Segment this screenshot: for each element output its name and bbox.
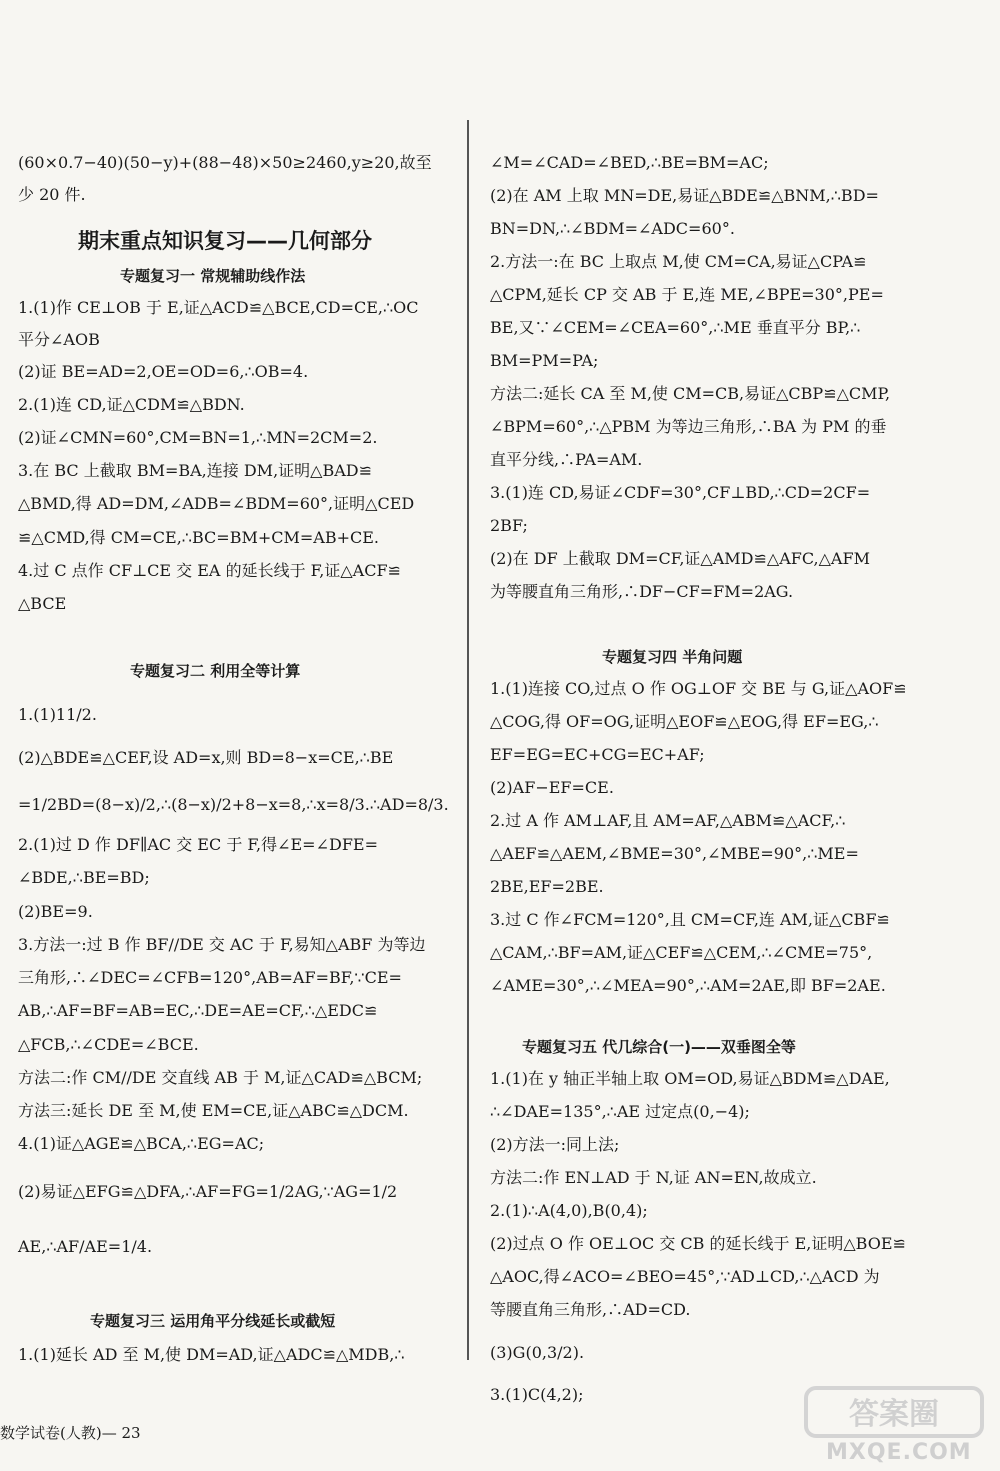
- text-line: (2)证 BE=AD=2,OE=OD=6,∴OB=4.: [18, 362, 309, 381]
- text-line: (2)AF−EF=CE.: [490, 778, 614, 797]
- text-line: (60×0.7−40)(50−y)+(88−48)×50≥2460,y≥20,故至: [18, 153, 432, 172]
- text-line: 2.方法一:在 BC 上取点 M,使 CM=CA,易证△CPA≌: [490, 252, 867, 271]
- text-line: △BCE: [18, 594, 67, 613]
- section-title: 专题复习五 代几综合(一)——双垂图全等: [522, 1038, 796, 1056]
- text-line: △CAM,∴BF=AM,证△CEF≌△CEM,∴∠CME=75°,: [490, 943, 873, 962]
- text-line: (2)在 AM 上取 MN=DE,易证△BDE≌△BNM,∴BD=: [490, 186, 879, 205]
- text-line: AB,∴AF=BF=AB=EC,∴DE=AE=CF,∴△EDC≌: [18, 1001, 378, 1020]
- text-line: ∠BPM=60°,∴△PBM 为等边三角形,∴BA 为 PM 的垂: [490, 417, 887, 436]
- text-line: 2.(1)过 D 作 DF∥AC 交 EC 于 F,得∠E=∠DFE=: [18, 835, 379, 854]
- text-line: 等腰直角三角形,∴AD=CD.: [490, 1300, 691, 1319]
- section-title: 专题复习三 运用角平分线延长或截短: [90, 1312, 336, 1330]
- text-line: (2)证∠CMN=60°,CM=BN=1,∴MN=2CM=2.: [18, 428, 378, 447]
- text-line: 1.(1)11/2.: [18, 705, 97, 724]
- text-line: ≌△CMD,得 CM=CE,∴BC=BM+CM=AB+CE.: [18, 528, 379, 547]
- text-line: 1.(1)连接 CO,过点 O 作 OG⊥OF 交 BE 与 G,证△AOF≌: [490, 679, 907, 698]
- text-line: (2)BE=9.: [18, 902, 93, 921]
- text-line: (2)△BDE≌△CEF,设 AD=x,则 BD=8−x=CE,∴BE: [18, 748, 394, 767]
- text-line: (3)G(0,3/2).: [490, 1343, 585, 1362]
- section-title: 专题复习四 半角问题: [602, 648, 743, 666]
- section-title: 专题复习二 利用全等计算: [130, 662, 301, 680]
- text-line: 3.在 BC 上截取 BM=BA,连接 DM,证明△BAD≌: [18, 461, 373, 480]
- text-line: ∠M=∠CAD=∠BED,∴BE=BM=AC;: [490, 153, 769, 172]
- text-line: 为等腰直角三角形,∴DF−CF=FM=2AG.: [490, 582, 794, 601]
- text-line: 1.(1)在 y 轴正半轴上取 OM=OD,易证△BDM≌△DAE,: [490, 1069, 890, 1088]
- text-line: BE,又∵∠CEM=∠CEA=60°,∴ME 垂直平分 BP,∴: [490, 318, 861, 337]
- page-footer: 数学试卷(人教)— 23: [0, 1424, 141, 1442]
- column-divider: [467, 120, 469, 1360]
- text-line: 2.(1)∴A(4,0),B(0,4);: [490, 1201, 648, 1220]
- text-line: (2)过点 O 作 OE⊥OC 交 CB 的延长线于 E,证明△BOE≌: [490, 1234, 906, 1253]
- text-line: ∠AME=30°,∴∠MEA=90°,∴AM=2AE,即 BF=2AE.: [490, 976, 886, 995]
- text-line: 1.(1)作 CE⊥OB 于 E,证△ACD≌△BCE,CD=CE,∴OC: [18, 298, 419, 317]
- text-line: △COG,得 OF=OG,证明△EOF≌△EOG,得 EF=EG,∴: [490, 712, 879, 731]
- text-line: △BMD,得 AD=DM,∠ADB=∠BDM=60°,证明△CED: [18, 494, 415, 513]
- text-line: (2)易证△EFG≌△DFA,∴AF=FG=1/2AG,∵AG=1/2: [18, 1182, 398, 1201]
- text-line: (2)方法一:同上法;: [490, 1135, 620, 1154]
- text-line: ∴∠DAE=135°,∴AE 过定点(0,−4);: [490, 1102, 750, 1121]
- text-line: 2.过 A 作 AM⊥AF,且 AM=AF,△ABM≌△ACF,∴: [490, 811, 846, 830]
- text-line: 方法二:作 CM//DE 交直线 AB 于 M,证△CAD≌△BCM;: [18, 1068, 423, 1087]
- text-line: 4.(1)证△AGE≌△BCA,∴EG=AC;: [18, 1134, 265, 1153]
- text-line: 直平分线,∴PA=AM.: [490, 450, 643, 469]
- text-line: 3.(1)C(4,2);: [490, 1385, 584, 1404]
- watermark-logo-text: 答案圈: [849, 1397, 939, 1432]
- text-line: BM=PM=PA;: [490, 351, 599, 370]
- text-line: △FCB,∴∠CDE=∠BCE.: [18, 1035, 199, 1054]
- text-line: 1.(1)延长 AD 至 M,使 DM=AD,证△ADC≌△MDB,∴: [18, 1345, 405, 1364]
- text-line: 3.方法一:过 B 作 BF//DE 交 AC 于 F,易知△ABF 为等边: [18, 935, 426, 954]
- text-line: 三角形,∴∠DEC=∠CFB=120°,AB=AF=BF,∵CE=: [18, 968, 402, 987]
- text-line: △AEF≌△AEM,∠BME=30°,∠MBE=90°,∴ME=: [490, 844, 859, 863]
- text-line: 平分∠AOB: [18, 330, 100, 349]
- text-line: △AOC,得∠ACO=∠BEO=45°,∵AD⊥CD,∴△ACD 为: [490, 1267, 880, 1286]
- text-line: 方法二:作 EN⊥AD 于 N,证 AN=EN,故成立.: [490, 1168, 817, 1187]
- watermark-url: MXQE.COM: [826, 1440, 972, 1465]
- text-line: 2.(1)连 CD,证△CDM≌△BDN.: [18, 395, 245, 414]
- text-line: BN=DN,∴∠BDM=∠ADC=60°.: [490, 219, 735, 238]
- text-line: 方法二:延长 CA 至 M,使 CM=CB,易证△CBP≌△CMP,: [490, 384, 891, 403]
- text-line: =1/2BD=(8−x)/2,∴(8−x)/2+8−x=8,∴x=8/3.∴AD=8/3.: [18, 795, 449, 814]
- text-line: 方法三:延长 DE 至 M,使 EM=CE,证△ABC≌△DCM.: [18, 1101, 409, 1120]
- text-line: 2BE,EF=2BE.: [490, 877, 604, 896]
- text-line: 3.过 C 作∠FCM=120°,且 CM=CF,连 AM,证△CBF≌: [490, 910, 890, 929]
- text-line: ∠BDE,∴BE=BD;: [18, 868, 150, 887]
- text-line: 2BF;: [490, 516, 528, 535]
- text-line: AE,∴AF/AE=1/4.: [18, 1237, 153, 1256]
- page-title: 期末重点知识复习——几何部分: [78, 229, 372, 253]
- section-title: 专题复习一 常规辅助线作法: [120, 267, 306, 285]
- text-line: 3.(1)连 CD,易证∠CDF=30°,CF⊥BD,∴CD=2CF=: [490, 483, 871, 502]
- text-line: EF=EG=EC+CG=EC+AF;: [490, 745, 705, 764]
- text-line: 4.过 C 点作 CF⊥CE 交 EA 的延长线于 F,证△ACF≌: [18, 561, 401, 580]
- text-line: △CPM,延长 CP 交 AB 于 E,连 ME,∠BPE=30°,PE=: [490, 285, 884, 304]
- text-line: 少 20 件.: [18, 185, 86, 204]
- text-line: (2)在 DF 上截取 DM=CF,证△AMD≌△AFC,△AFM: [490, 549, 870, 568]
